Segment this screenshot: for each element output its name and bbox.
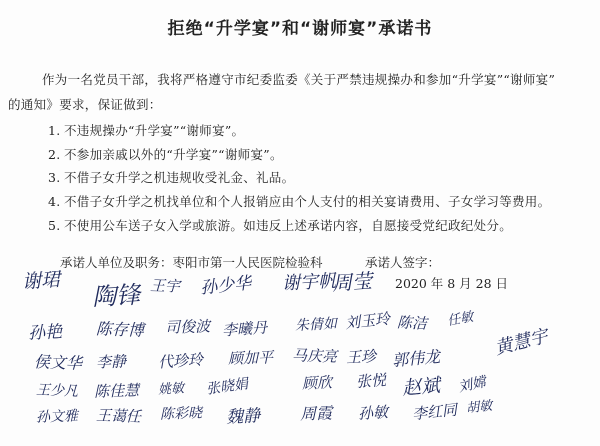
signer-label: 承诺人签字： xyxy=(365,255,441,270)
signature: 孙少华 xyxy=(199,273,253,299)
signature: 任敏 xyxy=(446,309,475,330)
signature: 顾加平 xyxy=(227,348,274,368)
item-text: 不借子女升学之机违规收受礼金、礼品。 xyxy=(64,170,295,185)
signature: 代珍玲 xyxy=(157,350,204,372)
signature: 司俊波 xyxy=(164,317,211,337)
commitment-item xyxy=(48,216,512,234)
signature: 王珍 xyxy=(345,347,377,367)
signature: 胡敏 xyxy=(465,398,493,417)
signature: 黄慧宇 xyxy=(492,325,551,360)
intro-line-2: 的通知》要求，保证做到： xyxy=(8,97,162,112)
signature: 周莹 xyxy=(331,268,373,296)
signature: 周霞 xyxy=(299,403,333,424)
signature: 侯文华 xyxy=(33,352,83,373)
item-number: 4. xyxy=(48,194,61,209)
signature: 张晓娟 xyxy=(205,376,250,398)
commitment-item xyxy=(48,168,294,186)
item-text: 不使用公车送子女入学或旅游。如违反上述承诺内容，自愿接受党纪政纪处分。 xyxy=(64,218,513,233)
signing-date: 2020 年 8 月 28 日 xyxy=(395,276,509,291)
signature: 刘嫦 xyxy=(456,374,488,396)
signature: 王蔼任 xyxy=(95,406,142,426)
unit-label: 承诺人单位及职务： xyxy=(60,255,173,270)
item-number: 3. xyxy=(48,170,61,185)
signature: 刘玉玲 xyxy=(344,309,391,333)
signature: 李曦丹 xyxy=(221,318,268,340)
signature: 陈洁 xyxy=(396,313,428,333)
item-number: 2. xyxy=(48,147,61,162)
item-text: 不借子女升学之机找单位和个人报销应由个人支付的相关宴请费用、子女学习等费用。 xyxy=(64,194,551,209)
signature: 孙艳 xyxy=(27,322,63,344)
document-title: 拒绝“升学宴”和“谢师宴”承诺书 xyxy=(167,19,433,39)
signature: 顾欣 xyxy=(301,373,333,393)
signature: 郭伟龙 xyxy=(391,346,441,371)
signature: 姚敏 xyxy=(157,381,185,398)
signature: 谢宇帆 xyxy=(281,270,337,295)
item-number: 1. xyxy=(48,123,61,138)
commitment-item xyxy=(48,145,283,163)
unit-value: 枣阳市第一人民医院检验科 xyxy=(172,255,323,270)
intro-line-1: 作为一名党员干部，我将严格遵守市纪委监委《关于严禁违规操办和参加“升学宴”“谢师宴” xyxy=(42,72,556,87)
commitment-item xyxy=(48,121,244,139)
signature: 张悦 xyxy=(355,370,387,392)
signature: 孙敏 xyxy=(357,402,389,424)
signature: 魏静 xyxy=(225,406,261,428)
commitment-item xyxy=(48,192,550,210)
signature: 孙文雅 xyxy=(35,408,79,426)
signature: 陈存博 xyxy=(95,319,145,340)
signature: 谢珺 xyxy=(21,268,61,294)
signature: 赵斌 xyxy=(401,374,442,400)
signature: 李静 xyxy=(95,352,127,372)
item-text: 不违规操办“升学宴”“谢师宴”。 xyxy=(64,123,245,138)
signature: 王宇 xyxy=(149,276,181,296)
signature: 陶锋 xyxy=(91,280,141,312)
signature: 陈佳慧 xyxy=(93,381,140,401)
signature: 王少凡 xyxy=(35,382,79,400)
signature: 朱倩如 xyxy=(294,315,338,335)
signature: 马庆亮 xyxy=(291,346,338,366)
item-text: 不参加亲戚以外的“升学宴”“谢师宴”。 xyxy=(64,147,283,162)
signature: 李红同 xyxy=(411,400,458,424)
signature: 陈彩晓 xyxy=(159,405,203,423)
item-number: 5. xyxy=(48,218,61,233)
